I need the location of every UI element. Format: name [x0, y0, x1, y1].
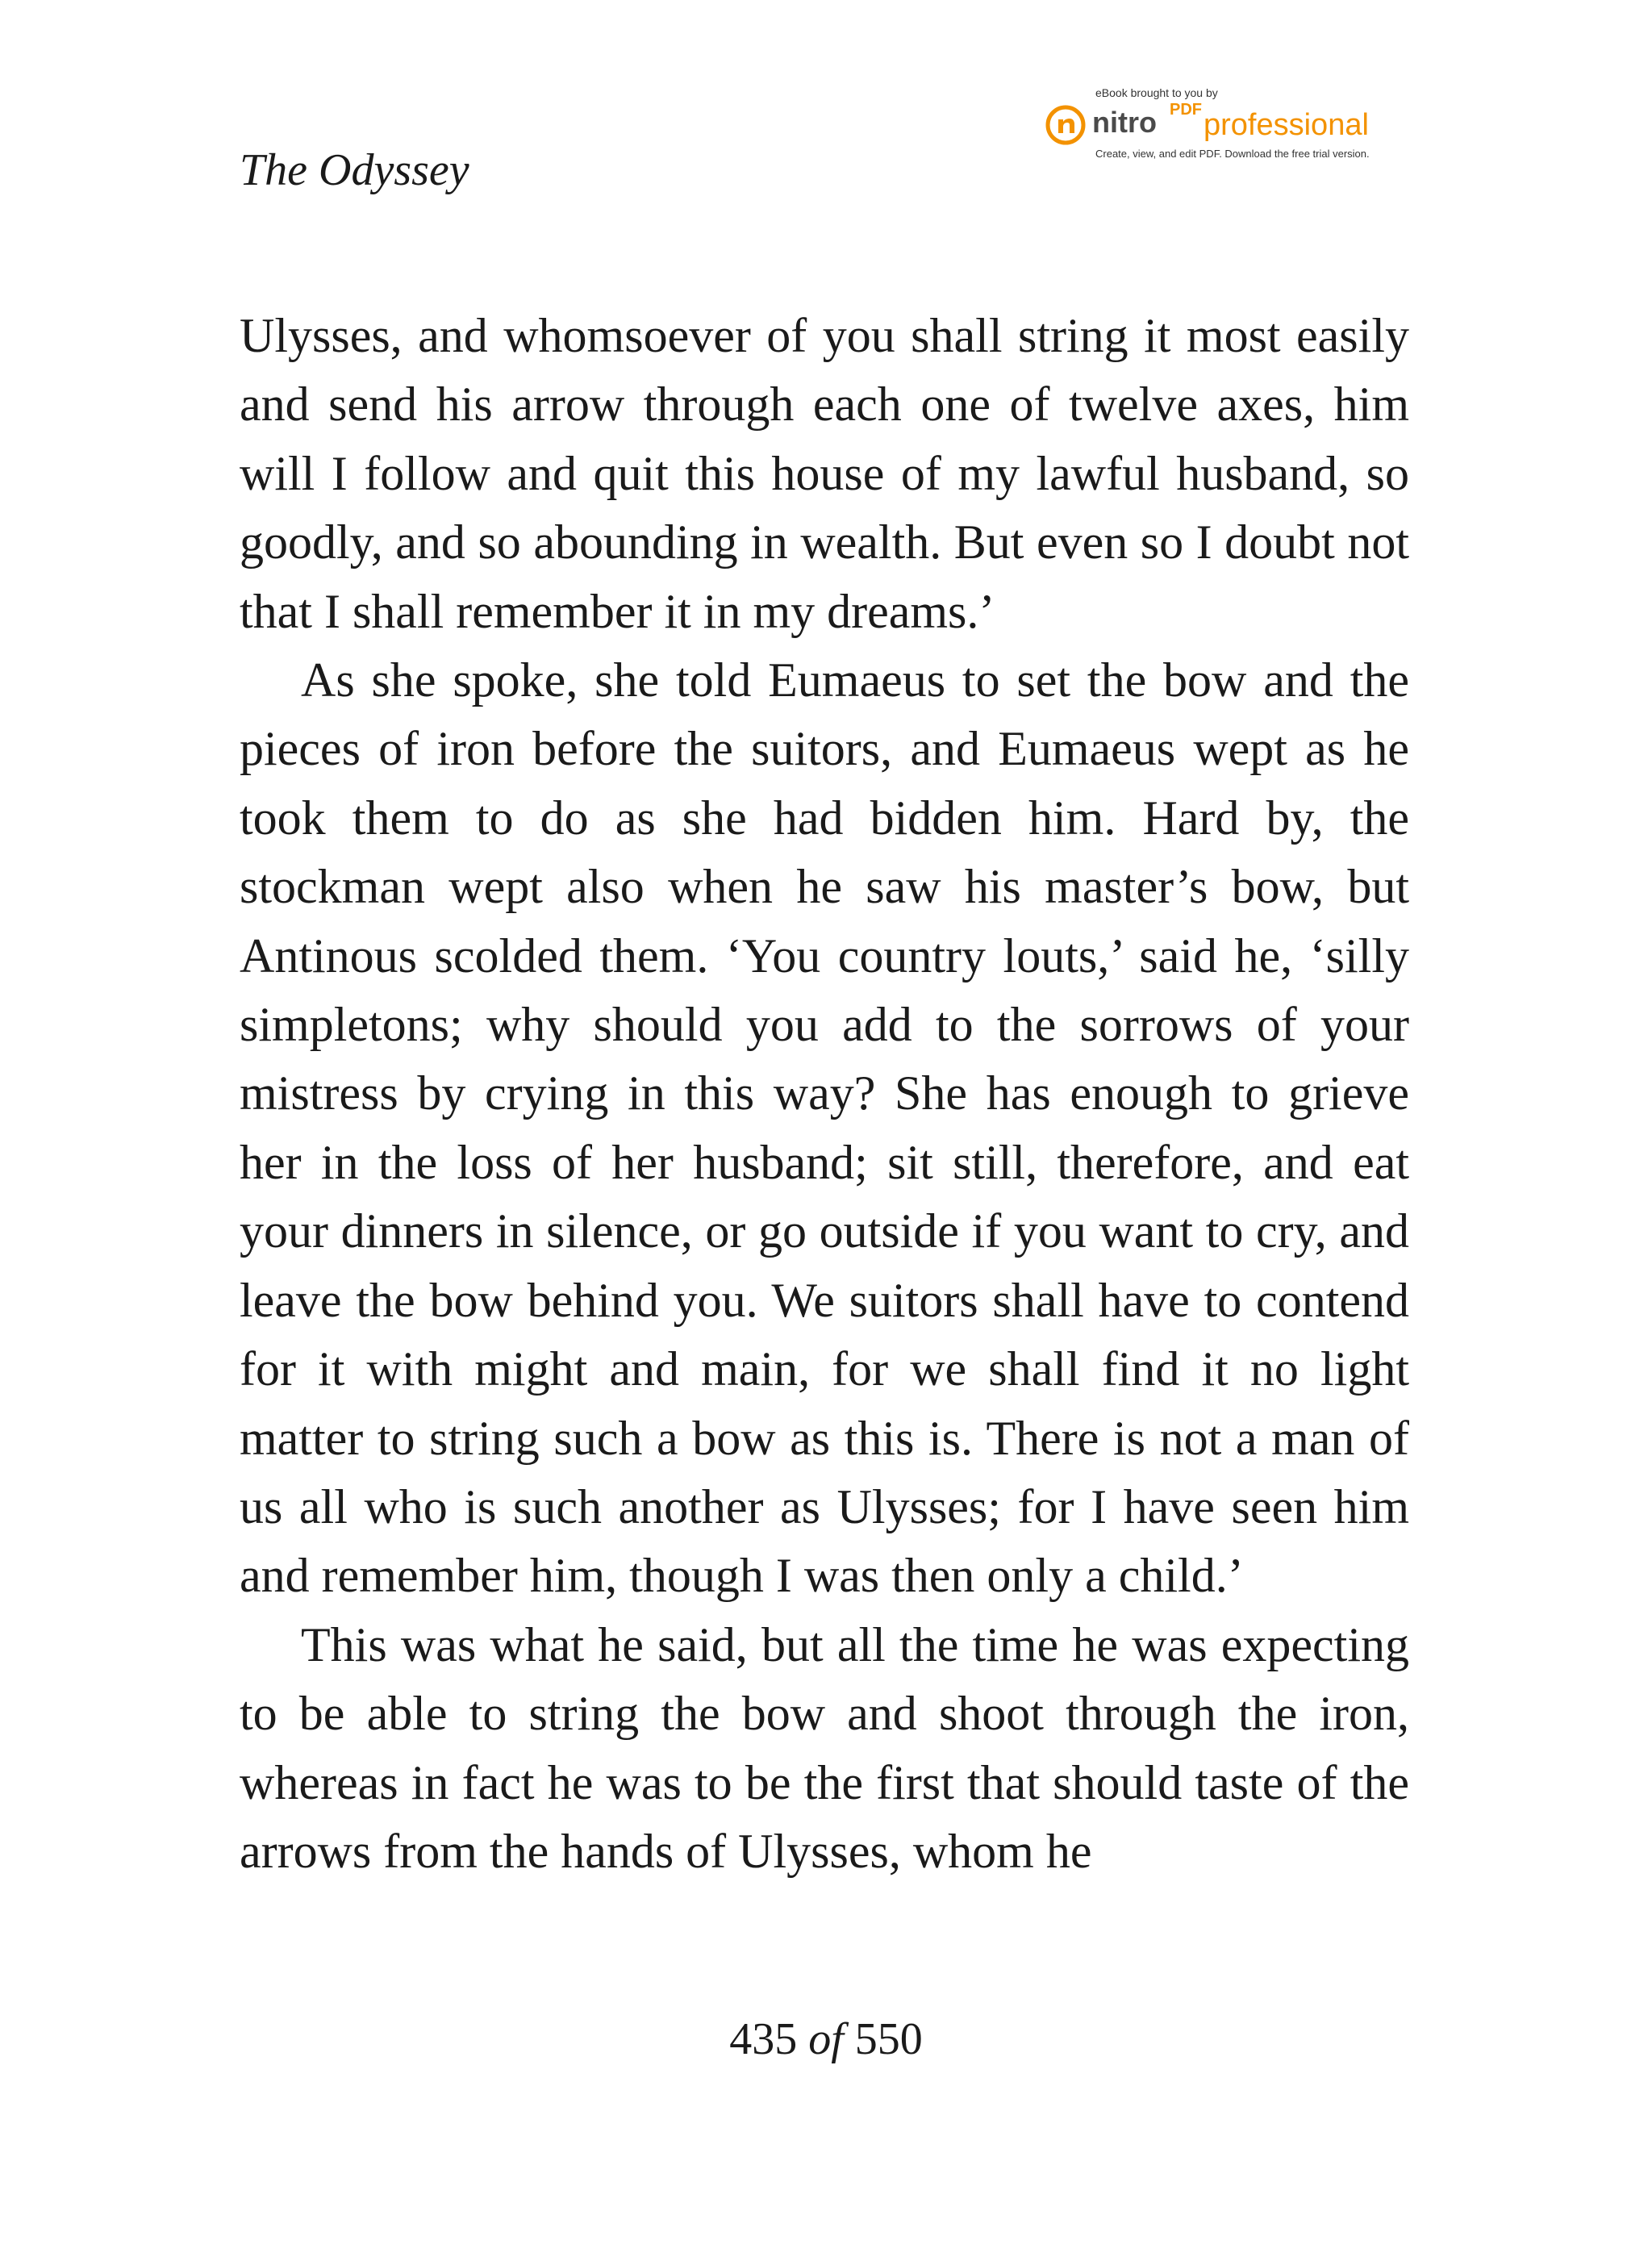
badge-product: professional [1204, 108, 1369, 142]
page-of-word: of [808, 2014, 844, 2064]
badge-brand: nitro [1092, 106, 1157, 139]
paragraph: This was what he said, but all the time he was expecting to be able to string the bow and shoot through the iron, whereas in fact he was to be the first that should taste of the arrows from the hands of Ulysses, whom he [240, 1617, 1409, 1878]
body-text [240, 302, 1409, 1886]
badge-brand-super: PDF [1170, 101, 1202, 119]
page-number: 435 [729, 2014, 798, 2064]
badge-top-line: eBook brought to you by [1095, 86, 1218, 99]
page-footer [0, 2014, 1652, 2064]
paragraph-continued: Ulysses, and whomsoever of you shall string it most easily and send his arrow through each one of twelve axes, him will I follow and quit this house of my lawful husband, so goodly, and so abounding in wealth. But even so I doubt not that I shall remember it in my dreams.’ [240, 309, 1409, 638]
paragraph: As she spoke, she told Eumaeus to set the bow and the pieces of iron before the suitors, and Eumaeus wept as he took them to do as she had bidden him. Hard by, the stockman wept also when he saw his master’s bow, but Antinous scolded them. ‘You country louts,’ said he, ‘silly simpletons; why should you add to the sorrows of your mistress by crying in this way? She has enough to grieve her in the loss of her husband; sit still, therefore, and eat your dinners in silence, or go outside if you want to cry, and leave the bow behind you. We suitors shall have to contend for it with might and main, for we shall find it no light matter to string such a bow as this is. There is not a man of us all who is such another as Ulysses; for I have seen him and remember him, though I was then only a child.’ [240, 653, 1409, 1603]
badge-tagline: Create, view, and edit PDF. Download the free trial version. [1095, 148, 1370, 160]
nitro-pdf-badge[interactable] [1045, 81, 1408, 169]
nitro-logo-icon [1045, 105, 1086, 145]
running-header-title: The Odyssey [240, 145, 469, 195]
total-pages: 550 [854, 2014, 923, 2064]
